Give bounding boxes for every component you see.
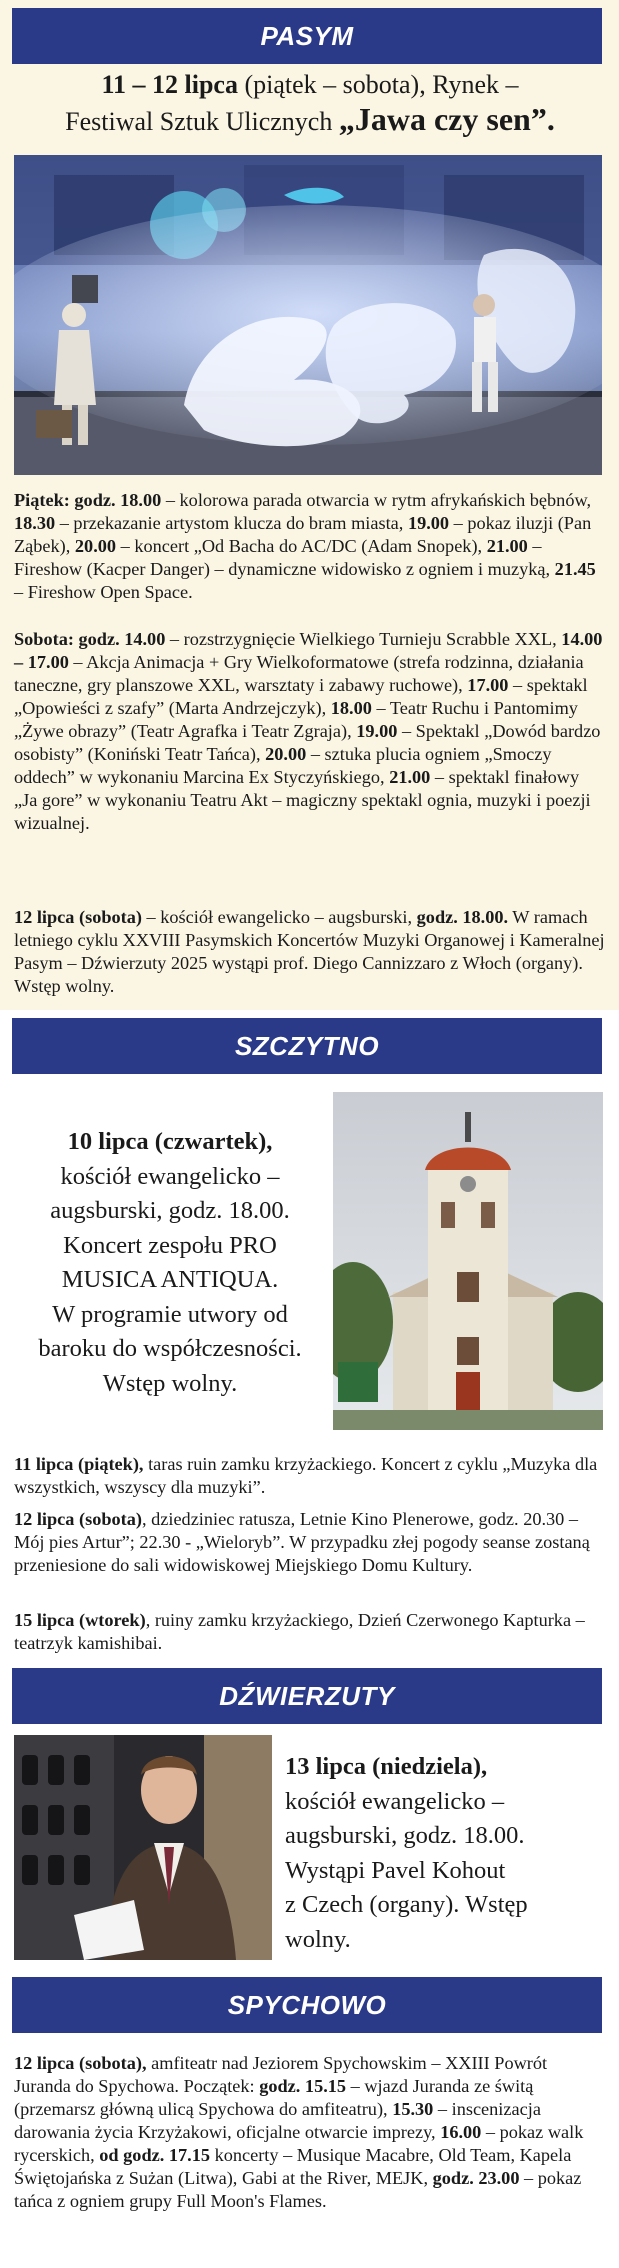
friday-seg-text-3: – przekazanie artystom klucza do bram miasta,	[55, 513, 408, 533]
organist-portrait-photo-art	[14, 1735, 272, 1960]
friday-seg-bold-0: Piątek: godz. 18.00	[14, 490, 162, 510]
szczytno-lead-line-5	[14, 1298, 326, 1333]
pasym-lead-line2	[14, 102, 606, 139]
spychowo-seg-text-7: – pokaz walk rycerskich,	[14, 2122, 584, 2165]
pasym-lead-festival: Festiwal Sztuk Ulicznych	[65, 107, 339, 136]
church-tower-photo	[333, 1092, 603, 1430]
spychowo-seg-bold-8: od godz. 17.15	[99, 2145, 210, 2165]
szczytno-lead	[14, 1125, 326, 1401]
spychowo-seg-bold-0: 12 lipca (sobota),	[14, 2053, 147, 2073]
saturday-seg-text-5: – spektakl „Opowieści z szafy” (Marta Andrzejczyk),	[14, 675, 588, 718]
spychowo-seg-bold-10: godz. 23.00	[432, 2168, 520, 2188]
szczytno-lead-line-3-text: Koncert zespołu PRO	[63, 1231, 277, 1259]
szczytno-item-2	[14, 1508, 606, 1600]
szczytno-lead-line-6	[14, 1332, 326, 1367]
pasym-lead-rest: (piątek – sobota), Rynek –	[237, 70, 519, 99]
szczytno-item-2-seg-text-1: , ruiny zamku krzyżackiego, Dzień Czerwonego Kapturka – teatrzyk kamishibai.	[14, 1610, 585, 1653]
spychowo-seg-bold-2: godz. 15.15	[259, 2076, 347, 2096]
pasym-header	[12, 8, 602, 64]
szczytno-lead-line-7	[14, 1367, 326, 1402]
szczytno-lead-line-6-text: baroku do współczesności.	[38, 1335, 302, 1362]
dzwierzuty-lead-line-1-text: kościół ewangelicko –	[285, 1787, 505, 1815]
friday-seg-text-5: – pokaz iluzji (Pan Ząbek),	[14, 513, 592, 556]
dzwierzuty-lead	[285, 1750, 605, 1957]
pasym-friday	[14, 489, 606, 621]
saturday-seg-bold-4: 17.00	[467, 675, 509, 695]
friday-seg-bold-2: 18.30	[14, 513, 56, 533]
szczytno-item-1-text	[14, 1454, 597, 1497]
dzwierzuty-lead-line-2-text: augsburski, godz. 18.00.	[285, 1822, 525, 1849]
dzwierzuty-header-label: DŹWIERZUTY	[219, 1680, 395, 1711]
szczytno-lead-line-0	[14, 1125, 326, 1160]
szczytno-item-3-text	[14, 1610, 585, 1653]
szczytno-item-1	[14, 1453, 606, 1499]
friday-seg-text-7: – koncert „Od Bacha do AC/DC (Adam Snopek),	[116, 536, 487, 556]
spychowo-text-body	[14, 2053, 583, 2211]
pasym-lead	[14, 68, 606, 139]
pasym-saturday	[14, 628, 606, 898]
szczytno-lead-line-1-text: kościół ewangelicko –	[60, 1162, 280, 1190]
friday-seg-bold-4: 19.00	[407, 513, 450, 533]
szczytno-item-2-text	[14, 1509, 590, 1575]
dzwierzuty-lead-line-5-text: wolny.	[285, 1925, 351, 1953]
pasym-church	[14, 906, 606, 1000]
szczytno-lead-line-5-text: W programie utwory od	[52, 1300, 288, 1328]
dzwierzuty-lead-line-0-text: 13 lipca (niedziela),	[285, 1753, 488, 1780]
saturday-seg-text-9: – Spektakl „Dowód bardzo osobisty” (Koniński Teatr Tańca),	[14, 721, 601, 764]
dzwierzuty-lead-line-3	[285, 1854, 605, 1889]
spychowo-text	[14, 2052, 606, 2258]
spychowo-header-label: SPYCHOWO	[227, 1989, 387, 2020]
church-seg-text-1: – kościół ewangelicko – augsburski,	[141, 907, 417, 927]
saturday-seg-text-3: – Akcja Animacja + Gry Wielkoformatowe (strefa rodzinna, działania taneczne, gry planszowe XXL, warsztaty i zabawy ruchowe),	[14, 652, 584, 695]
dzwierzuty-lead-line-4-text: z Czech (organy). Wstęp	[285, 1891, 528, 1918]
friday-seg-text-11: – Fireshow Open Space.	[14, 582, 193, 602]
dzwierzuty-lead-line-0	[285, 1750, 605, 1785]
saturday-seg-text-7: – Teatr Ruchu i Pantomimy „Żywe obrazy” (Teatr Agrafka i Teatr Zgraja),	[14, 698, 578, 741]
saturday-seg-bold-12: 21.00	[389, 767, 431, 787]
church-seg-bold-2: godz. 18.00.	[416, 907, 509, 927]
szczytno-item-1-seg-bold-0: 12 lipca (sobota)	[14, 1509, 142, 1529]
dzwierzuty-lead-line-5	[285, 1923, 605, 1958]
friday-seg-bold-8: 21.00	[486, 536, 528, 556]
saturday-seg-text-13: – spektakl finałowy „Ja gore” w wykonaniu Teatru Akt – magiczny spektakl ognia, muzyki i poezji wizualnej.	[14, 767, 591, 833]
dzwierzuty-lead-line-2	[285, 1819, 605, 1854]
spychowo-seg-text-11: – pokaz tańca z ogniem grupy Full Moon's Flames.	[14, 2168, 582, 2211]
pasym-lead-line1	[14, 68, 606, 102]
szczytno-lead-line-7-text: Wstęp wolny.	[102, 1369, 238, 1397]
szczytno-item-0-seg-text-1: taras ruin zamku krzyżackiego. Koncert z cyklu „Muzyka dla wszystkich, wszyscy dla muzyki”.	[14, 1454, 598, 1497]
dzwierzuty-lead-line-1	[285, 1785, 605, 1820]
pasym-lead-date: 11 – 12 lipca	[101, 70, 238, 99]
spychowo-seg-text-9: koncerty – Musique Macabre, Old Team, Kapela Świętojańska z Sużan (Litwa), Gabi at the River, MEJK,	[14, 2145, 572, 2188]
organist-portrait-photo	[14, 1735, 272, 1960]
spychowo-seg-text-5: – inscenizacja darowania życia Krzyżakowi, oficjalne otwarcie imprezy,	[14, 2099, 541, 2142]
dzwierzuty-lead-line-4	[285, 1888, 605, 1923]
saturday-seg-text-11: – sztuka plucia ogniem „Smoczy oddech” w wykonaniu Marcina Ex Styczyńskiego,	[14, 744, 552, 787]
szczytno-lead-line-4	[14, 1263, 326, 1298]
szczytno-lead-line-3	[14, 1229, 326, 1264]
pasym-header-label: PASYM	[260, 20, 354, 51]
pasym-friday-text	[14, 490, 596, 602]
pasym-church-text	[14, 907, 605, 996]
szczytno-lead-line-2-text: augsburski, godz. 18.00.	[50, 1197, 290, 1224]
dzwierzuty-lead-line-3-text: Wystąpi Pavel Kohout	[285, 1856, 506, 1884]
friday-seg-text-9: – Fireshow (Kacper Danger) – dynamiczne widowisko z ogniem i muzyką,	[14, 536, 555, 579]
szczytno-lead-line-1	[14, 1160, 326, 1195]
szczytno-header	[12, 1018, 602, 1074]
saturday-seg-bold-8: 19.00	[356, 721, 398, 741]
spychowo-seg-bold-6: 16.00	[440, 2122, 482, 2142]
church-tower-photo-art	[333, 1092, 603, 1430]
spychowo-seg-text-3: – wjazd Juranda ze świtą (przemarsz główną ulicą Spychowa do amfiteatru),	[14, 2076, 534, 2119]
pasym-saturday-text	[14, 629, 602, 833]
saturday-seg-bold-10: 20.00	[265, 744, 307, 764]
pasym-lead-title: „Jawa czy sen”.	[338, 101, 555, 137]
szczytno-item-0-seg-bold-0: 11 lipca (piątek),	[14, 1454, 144, 1474]
szczytno-item-1-seg-text-1: , dziedziniec ratusza, Letnie Kino Plenerowe, godz. 20.30 – Mój pies Artur”; 22.30 - „Wieloryb”. W przypadku złej pogody seanse zostaną przeniesione do sali widowiskowej Miejskiego Domu Kultury.	[14, 1509, 590, 1575]
saturday-seg-bold-2: 14.00 – 17.00	[14, 629, 603, 672]
spychowo-header	[12, 1977, 602, 2033]
street-theatre-photo-art	[14, 155, 602, 475]
szczytno-item-2-seg-bold-0: 15 lipca (wtorek)	[14, 1610, 146, 1630]
saturday-seg-text-1: – rozstrzygnięcie Wielkiego Turnieju Scrabble XXL,	[165, 629, 562, 649]
spychowo-seg-bold-4: 15.30	[392, 2099, 434, 2119]
dzwierzuty-header	[12, 1668, 602, 1724]
friday-seg-text-1: – kolorowa parada otwarcia w rytm afrykańskich bębnów,	[161, 490, 592, 510]
szczytno-lead-line-0-text: 10 lipca (czwartek),	[67, 1128, 273, 1155]
szczytno-header-label: SZCZYTNO	[234, 1030, 380, 1061]
street-theatre-photo	[14, 155, 602, 475]
friday-seg-bold-6: 20.00	[74, 536, 117, 556]
church-seg-bold-0: 12 lipca (sobota)	[14, 907, 142, 927]
saturday-seg-bold-6: 18.00	[330, 698, 372, 718]
szczytno-item-3	[14, 1609, 606, 1655]
church-seg-text-3: W ramach letniego cyklu XXVIII Pasymskich Koncertów Muzyki Organowej i Kameralnej Pasym – Dźwierzuty 2025 wystąpi prof. Diego Cannizzaro z Włoch (organy). Wstęp wolny.	[14, 907, 605, 996]
spychowo-seg-text-1: amfiteatr nad Jeziorem Spychowskim – XXIII Powrót Juranda do Spychowa. Początek:	[14, 2053, 548, 2096]
szczytno-lead-line-4-text: MUSICA ANTIQUA.	[61, 1266, 279, 1293]
saturday-seg-bold-0: Sobota: godz. 14.00	[14, 629, 166, 649]
szczytno-lead-line-2	[14, 1194, 326, 1229]
friday-seg-bold-10: 21.45	[554, 559, 596, 579]
